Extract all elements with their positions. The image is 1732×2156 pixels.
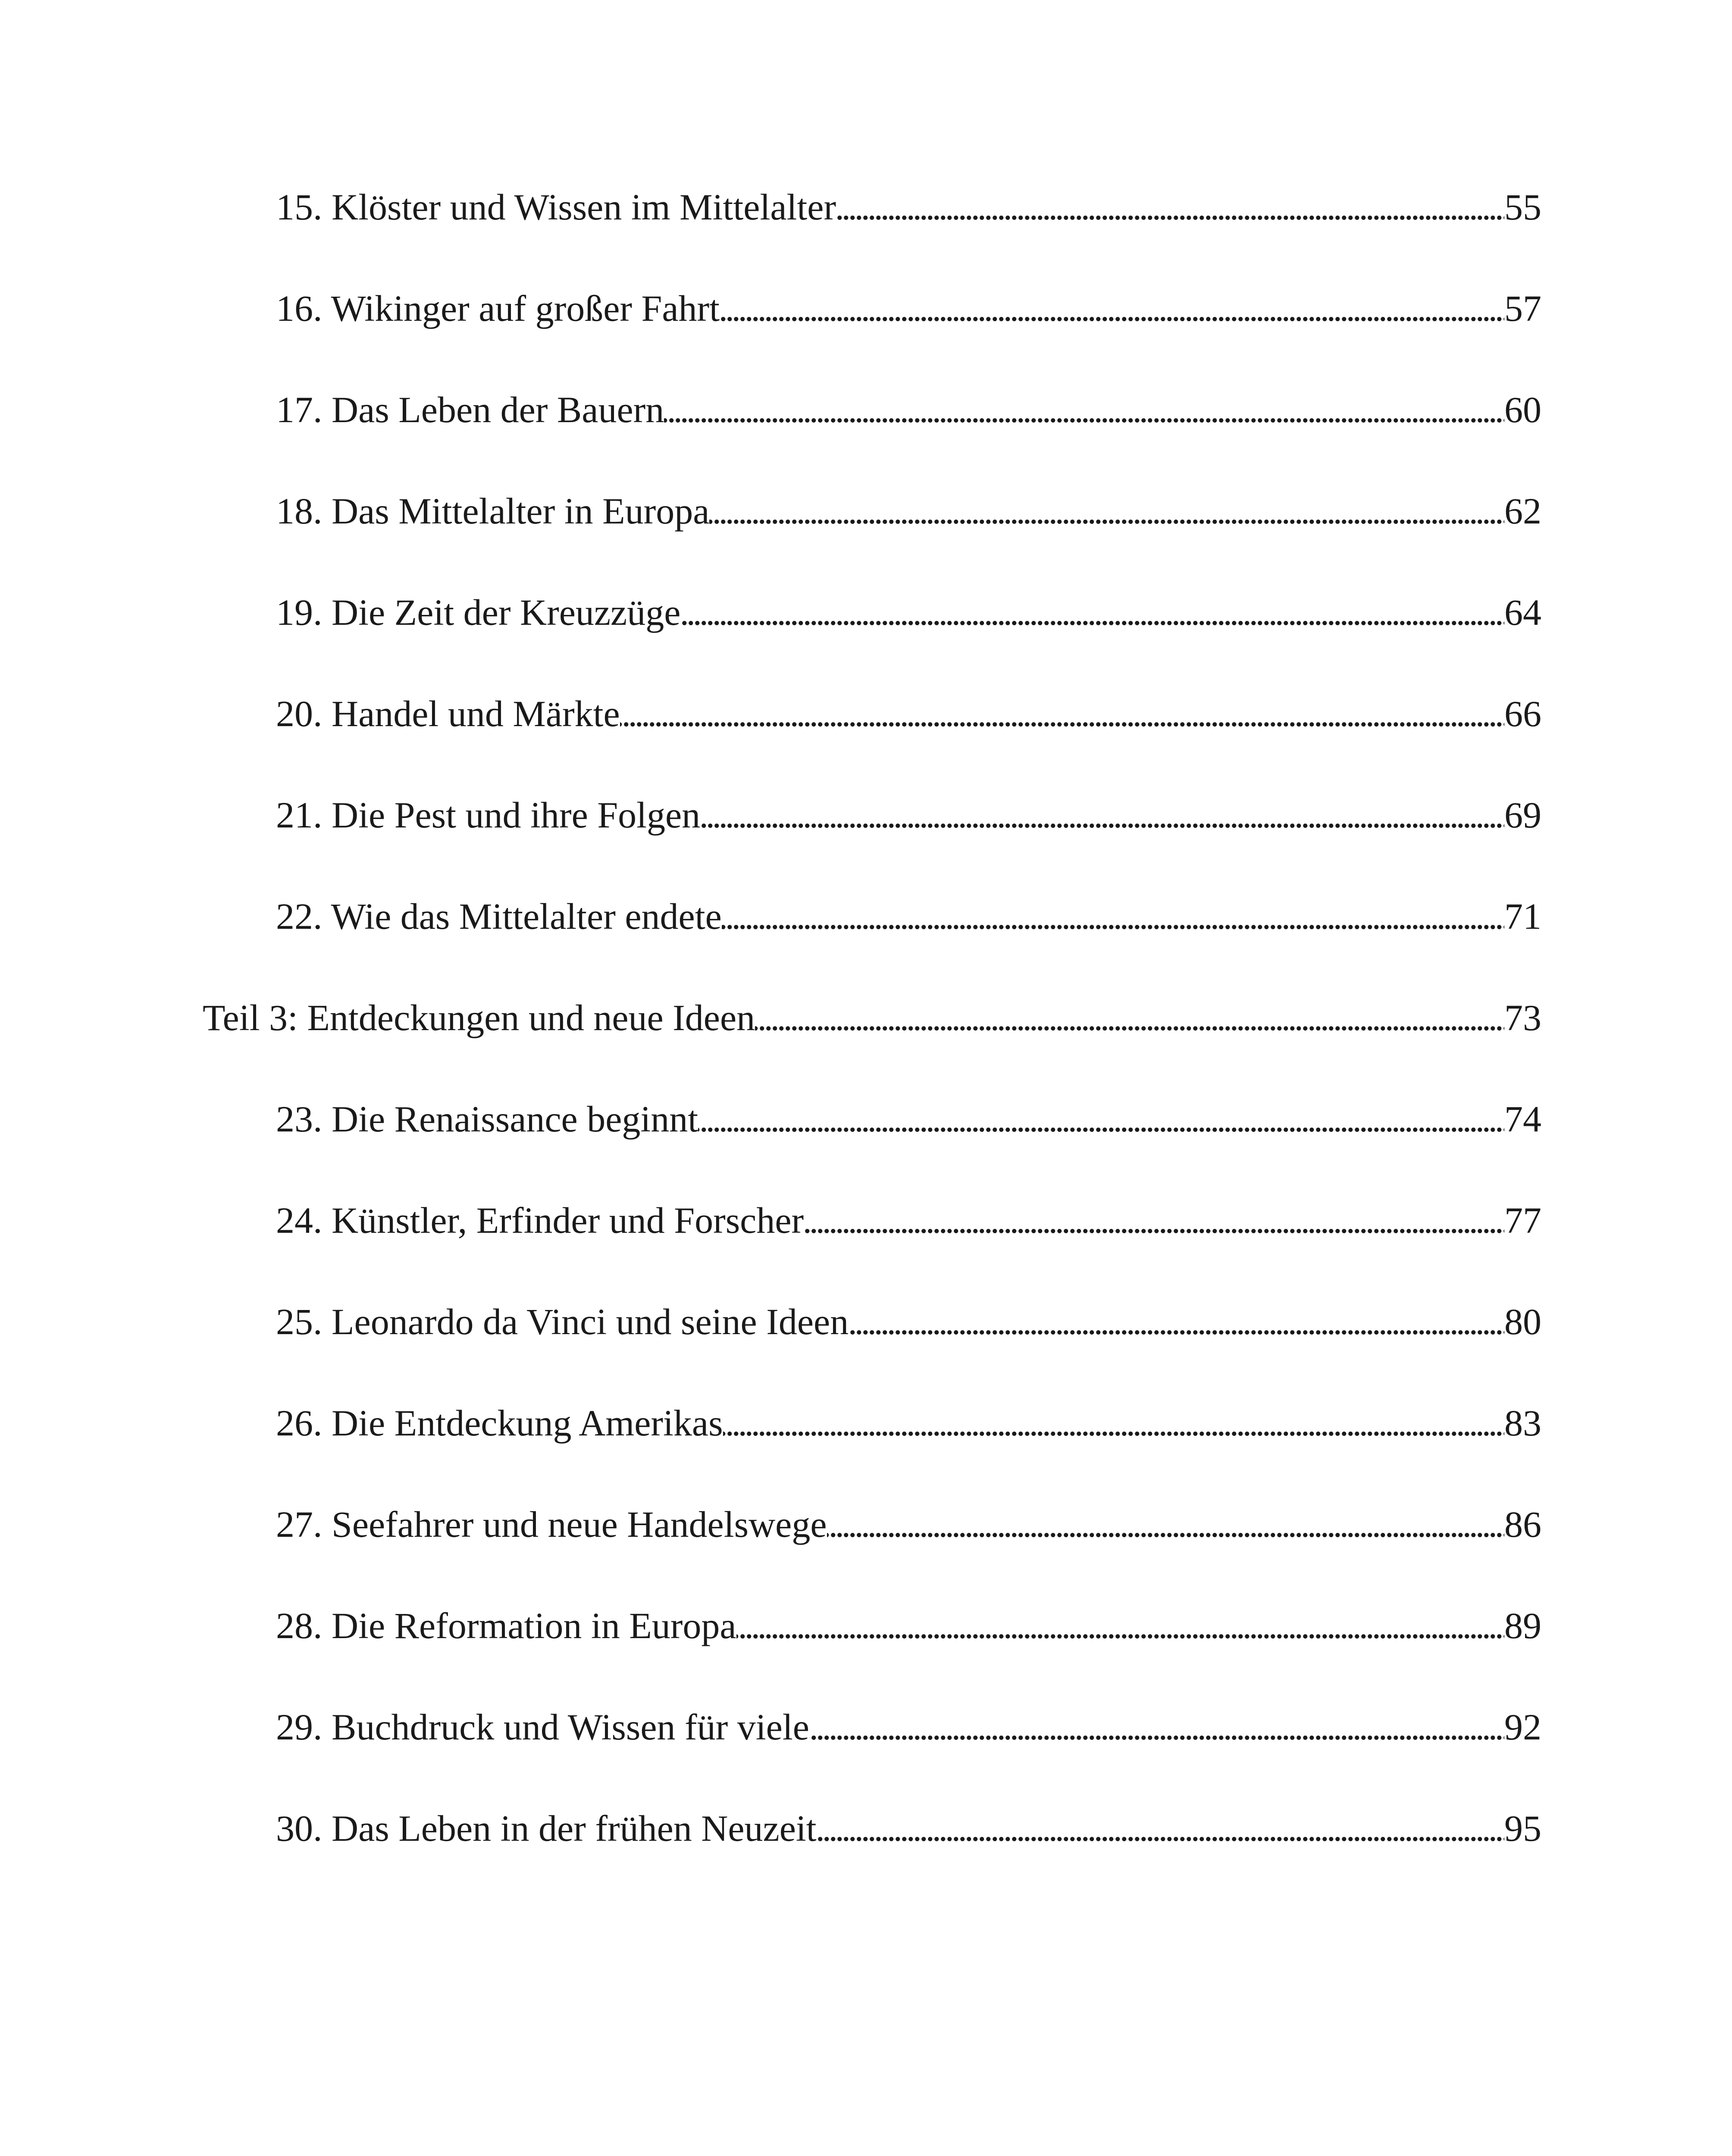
toc-entry-title: 23. Die Renaissance beginnt [276, 1095, 698, 1143]
toc-entry-page-number: 57 [1504, 285, 1541, 332]
toc-entry-page-number: 60 [1504, 386, 1541, 433]
dot-leader [698, 1095, 1504, 1143]
toc-entry-page-number: 92 [1504, 1703, 1541, 1751]
toc-entry-chapter-21[interactable] [276, 791, 1541, 893]
toc-entry-chapter-25[interactable] [276, 1298, 1541, 1399]
dot-leader [755, 994, 1504, 1041]
dot-leader [827, 1501, 1504, 1548]
toc-entry-title: 20. Handel und Märkte [276, 690, 620, 737]
toc-entry-title: 24. Künstler, Erfinder und Forscher [276, 1197, 804, 1244]
toc-entry-title: 29. Buchdruck und Wissen für viele [276, 1703, 809, 1751]
dot-leader [836, 183, 1504, 231]
toc-entry-title: 18. Das Mittelalter in Europa [276, 487, 709, 535]
dot-leader [723, 1399, 1504, 1447]
dot-leader [720, 285, 1504, 332]
toc-entry-page-number: 86 [1504, 1501, 1541, 1548]
toc-entry-chapter-18[interactable] [276, 487, 1541, 589]
dot-leader [620, 690, 1504, 737]
dot-leader [680, 589, 1504, 636]
toc-entry-page-number: 55 [1504, 183, 1541, 231]
toc-entry-chapter-16[interactable] [276, 285, 1541, 386]
toc-entry-page-number: 80 [1504, 1298, 1541, 1345]
dot-leader [849, 1298, 1504, 1345]
toc-entry-chapter-30[interactable] [276, 1805, 1541, 1906]
toc-entry-title: Teil 3: Entdeckungen und neue Ideen [203, 994, 755, 1041]
dot-leader [809, 1703, 1504, 1751]
table-of-contents [0, 183, 1732, 1906]
toc-entry-title: 25. Leonardo da Vinci und seine Ideen [276, 1298, 849, 1345]
toc-entry-page-number: 66 [1504, 690, 1541, 737]
dot-leader [804, 1197, 1504, 1244]
toc-entry-chapter-19[interactable] [276, 589, 1541, 690]
toc-entry-part-3[interactable] [203, 994, 1541, 1095]
toc-entry-page-number: 73 [1504, 994, 1541, 1041]
dot-leader [722, 893, 1504, 940]
toc-entry-page-number: 62 [1504, 487, 1541, 535]
toc-entry-title: 30. Das Leben in der frühen Neuzeit [276, 1805, 817, 1852]
dot-leader [709, 487, 1504, 535]
toc-entry-title: 28. Die Reformation in Europa [276, 1602, 736, 1649]
toc-entry-title: 22. Wie das Mittelalter endete [276, 893, 722, 940]
toc-entry-page-number: 77 [1504, 1197, 1541, 1244]
toc-entry-title: 21. Die Pest und ihre Folgen [276, 791, 700, 839]
toc-entry-chapter-20[interactable] [276, 690, 1541, 791]
dot-leader [664, 386, 1504, 433]
dot-leader [700, 791, 1504, 839]
toc-entry-page-number: 64 [1504, 589, 1541, 636]
toc-entry-page-number: 71 [1504, 893, 1541, 940]
toc-entry-chapter-24[interactable] [276, 1197, 1541, 1298]
toc-entry-chapter-17[interactable] [276, 386, 1541, 487]
dot-leader [817, 1805, 1504, 1852]
toc-entry-title: 17. Das Leben der Bauern [276, 386, 664, 433]
toc-entry-title: 26. Die Entdeckung Amerikas [276, 1399, 723, 1447]
toc-entry-chapter-15[interactable] [276, 183, 1541, 285]
toc-entry-title: 16. Wikinger auf großer Fahrt [276, 285, 720, 332]
toc-entry-chapter-29[interactable] [276, 1703, 1541, 1805]
toc-entry-chapter-27[interactable] [276, 1501, 1541, 1602]
toc-entry-chapter-28[interactable] [276, 1602, 1541, 1703]
toc-entry-page-number: 95 [1504, 1805, 1541, 1852]
dot-leader [736, 1602, 1504, 1649]
toc-entry-title: 19. Die Zeit der Kreuzzüge [276, 589, 680, 636]
toc-entry-page-number: 83 [1504, 1399, 1541, 1447]
toc-entry-chapter-22[interactable] [276, 893, 1541, 994]
toc-entry-title: 15. Klöster und Wissen im Mittelalter [276, 183, 836, 231]
toc-entry-page-number: 74 [1504, 1095, 1541, 1143]
toc-entry-chapter-26[interactable] [276, 1399, 1541, 1501]
toc-entry-title: 27. Seefahrer und neue Handelswege [276, 1501, 827, 1548]
toc-entry-page-number: 69 [1504, 791, 1541, 839]
toc-entry-chapter-23[interactable] [276, 1095, 1541, 1197]
toc-entry-page-number: 89 [1504, 1602, 1541, 1649]
